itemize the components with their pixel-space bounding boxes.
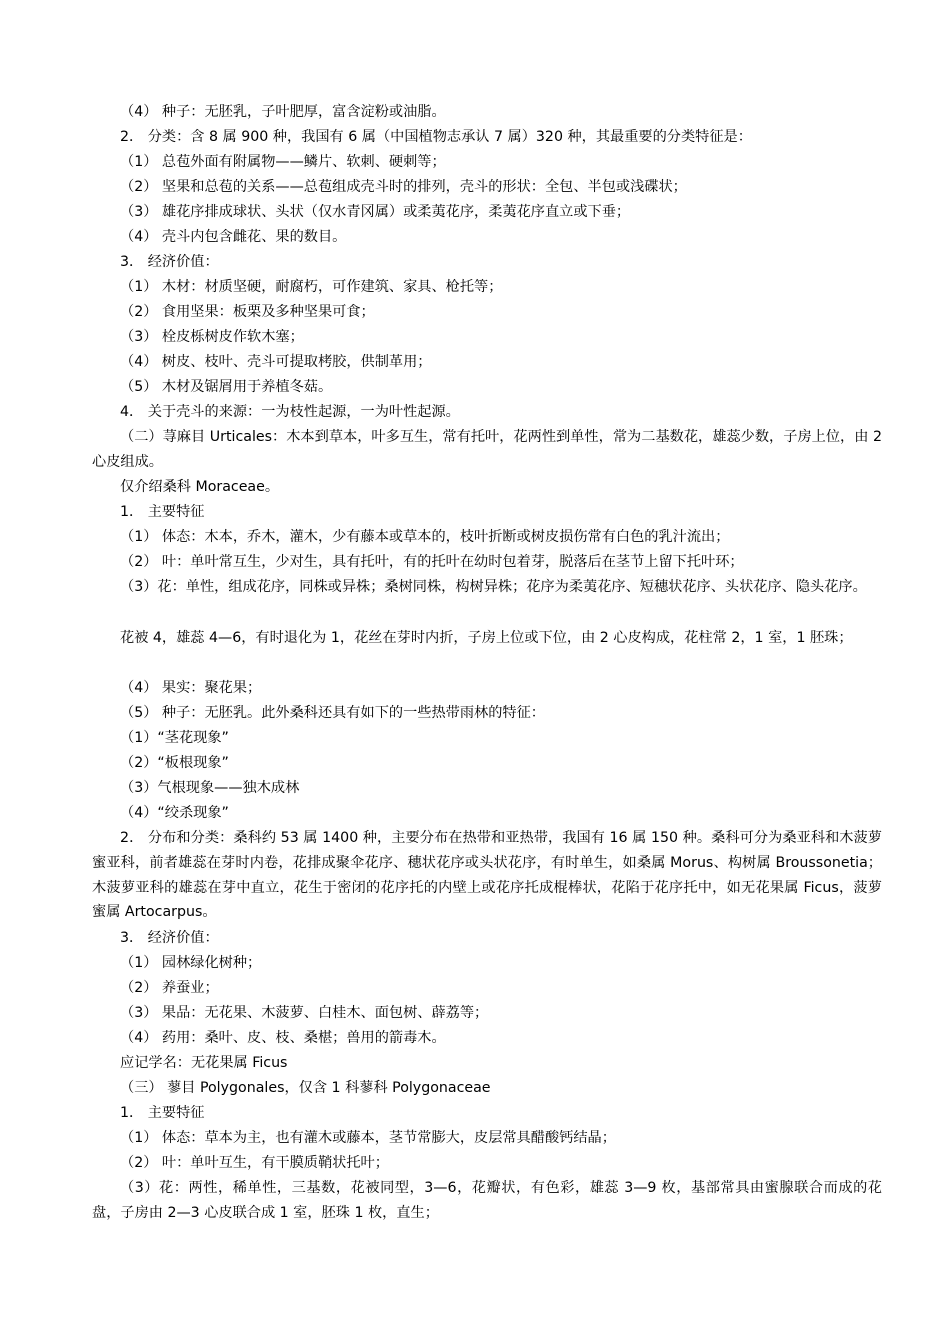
text-line: （1） 木材：材质坚硬，耐腐朽，可作建筑、家具、枪托等； xyxy=(120,279,503,295)
text-line: 1． 主要特征 xyxy=(120,1105,205,1121)
text-paragraph: 花被 4，雄蕊 4—6，有时退化为 1，花丝在芽时内折，子房上位或下位，由 2 心皮构成，花柱常 2，1 室，1 胚珠； xyxy=(120,630,853,646)
text-line: （5） 木材及锯屑用于养植冬菇。 xyxy=(120,379,333,395)
text-line: 1． 主要特征 xyxy=(120,504,205,520)
text-line: 3． 经济价值： xyxy=(120,254,219,270)
text-line: （1） 园林绿化树种； xyxy=(120,955,262,971)
text-line: （4） 壳斗内包含雌花、果的数目。 xyxy=(120,229,347,245)
text-line: （三） 蓼目 Polygonales，仅含 1 科蓼科 Polygonaceae xyxy=(120,1080,491,1096)
text-line: （2）“板根现象” xyxy=(120,755,229,771)
text-line: （4）“绞杀现象” xyxy=(120,805,229,821)
text-line: 3． 经济价值： xyxy=(120,930,219,946)
text-line: （4） 树皮、枝叶、壳斗可提取栲胶，供制革用； xyxy=(120,354,432,370)
text-line: 4． 关于壳斗的来源：一为枝性起源，一为叶性起源。 xyxy=(120,404,460,420)
text-line: （3） 果品：无花果、木菠萝、白桂木、面包树、薜荔等； xyxy=(120,1005,489,1021)
text-line: 应记学名：无花果属 Ficus xyxy=(120,1055,288,1071)
text-line: （4） 药用：桑叶、皮、枝、桑椹；兽用的箭毒木。 xyxy=(120,1030,446,1046)
text-paragraph: （3）花：单性，组成花序，同株或异株；桑树同株，构树异株；花序为柔荑花序、短穗状花序、头状花序、隐头花序。 xyxy=(120,579,867,595)
text-line: （2） 叶：单叶常互生，少对生，具有托叶，有的托叶在幼时包着芽，脱落后在茎节上留下托叶环； xyxy=(120,554,744,570)
text-line: （2） 叶：单叶互生，有干膜质鞘状托叶； xyxy=(120,1155,389,1171)
text-line: （5） 种子：无胚乳。此外桑科还具有如下的一些热带雨林的特征： xyxy=(120,705,545,721)
text-paragraph: （二）荨麻目 Urticales：木本到草本，叶多互生，常有托叶，花两性到单性，常为二基数花，雄蕊少数，子房上位，由 2 心皮组成。 xyxy=(92,429,882,470)
text-line: （3） 栓皮栎树皮作软木塞； xyxy=(120,329,304,345)
text-line: （2） 坚果和总苞的关系——总苞组成壳斗时的排列，壳斗的形状：全包、半包或浅碟状； xyxy=(120,179,687,195)
text-line: （3） 雄花序排成球状、头状（仅水青冈属）或柔荑花序，柔荑花序直立或下垂； xyxy=(120,204,631,220)
text-line: 仅介绍桑科 Moraceae。 xyxy=(120,479,280,495)
text-line: （4） 种子：无胚乳，子叶肥厚，富含淀粉或油脂。 xyxy=(120,104,446,120)
text-line: （1） 总苞外面有附属物——鳞片、软刺、硬刺等； xyxy=(120,154,446,170)
text-line: （1）“茎花现象” xyxy=(120,730,229,746)
text-line: （1） 体态：草本为主，也有灌木或藤本，茎节常膨大，皮层常具醋酸钙结晶； xyxy=(120,1130,616,1146)
text-line: （2） 食用坚果：板栗及多种坚果可食； xyxy=(120,304,375,320)
text-line: 2． 分类：含 8 属 900 种，我国有 6 属（中国植物志承认 7 属）320 种，其最重要的分类特征是： xyxy=(120,129,752,145)
text-line: （3）气根现象——独木成林 xyxy=(120,780,300,796)
text-line: （4） 果实：聚花果； xyxy=(120,680,262,696)
text-paragraph: （3）花：两性，稀单性，三基数，花被同型，3—6，花瓣状，有色彩，雄蕊 3—9 枚，基部常具由蜜腺联合而成的花盘，子房由 2—3 心皮联合成 1 室，胚珠 1 枚，直生； xyxy=(92,1180,882,1221)
text-paragraph: 2． 分布和分类：桑科约 53 属 1400 种，主要分布在热带和亚热带，我国有 16 属 150 种。桑科可分为桑亚科和木菠萝蜜亚科，前者雄蕊在芽时内卷，花排成聚伞花序、穗状花序或头状花序，有时单生，如桑属 Morus、构树属 Broussonetia；木菠萝亚科的雄蕊在芽中直立，花生于密闭的花序托的内壁上或花序托成棍棒状，花陷于花序托中，如无花果属 Ficus，菠萝蜜属 Artocarpus。 xyxy=(92,830,882,921)
text-line: （1） 体态：木本，乔木，灌木，少有藤本或草本的，枝叶折断或树皮损伤常有白色的乳汁流出； xyxy=(120,529,730,545)
text-line: （2） 养蚕业； xyxy=(120,980,219,996)
